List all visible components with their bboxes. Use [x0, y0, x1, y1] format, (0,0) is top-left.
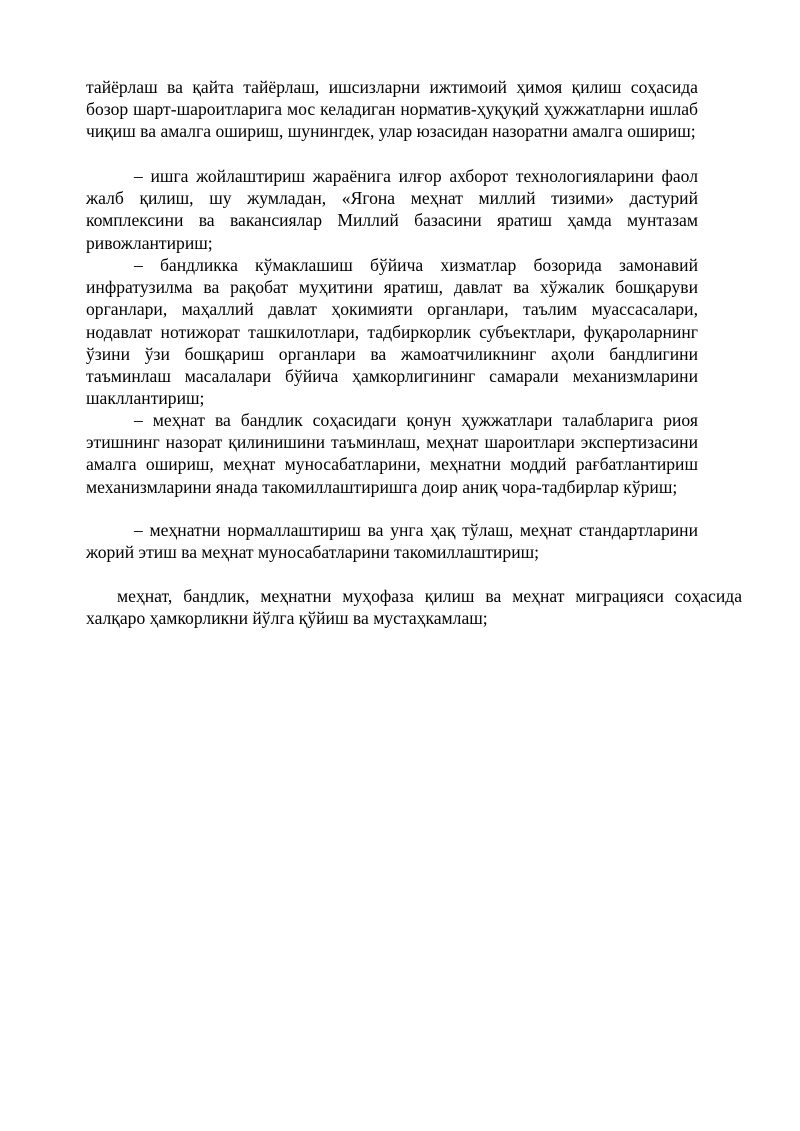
paragraph-1: тайёрлаш ва қайта тайёрлаш, ишсизларни ижтимоий ҳимоя қилиш соҳасида бозор шарт-шароитларига мос келадиган норматив-ҳуқуқий ҳужжатларни ишлаб чиқиш ва амалга ошириш, шунингдек, улар юзасидан назоратни амалга ошириш; — [86, 77, 698, 142]
paragraph-2: – ишга жойлаштириш жараёнига илғор ахборот технологияларини фаол жалб қилиш, шу жумладан, «Ягона меҳнат миллий тизими» дастурий комплексини ва вакансиялар Миллий базасини яратиш ҳамда мунтазам ривожлантириш; — [86, 166, 698, 253]
paragraph-3: – бандликка кўмаклашиш бўйича хизматлар бозорида замонавий инфратузилма ва рақобат муҳитини яратиш, давлат ва хўжалик бошқаруви органлари, маҳаллий давлат ҳокимияти органлари, таълим муассасалари, нодавлат нотижорат ташкилотлари, тадбиркорлик субъектлари, фуқароларнинг ўзини ўзи бошқариш органлари ва жамоатчиликнинг аҳоли бандлигини таъминлаш масалалари бўйича ҳамкорлигининг самарали механизмларини шакллантириш; — [86, 255, 698, 409]
paragraph-6: меҳнат, бандлик, меҳнатни муҳофаза қилиш ва меҳнат миграцияси соҳасида халқаро ҳамкорликни йўлга қўйиш ва мустаҳкамлаш; — [86, 586, 742, 629]
paragraph-4: – меҳнат ва бандлик соҳасидаги қонун ҳужжатлари талабларига риоя этишнинг назорат қилинишини таъминлаш, меҳнат шароитлари экспертизасини амалга ошириш, меҳнат муносабатларини, меҳнатни моддий рағбатлантириш механизмларини янада такомиллаштиришга доир аниқ чора-тадбирлар кўриш; — [86, 410, 698, 497]
paragraph-5: – меҳнатни нормаллаштириш ва унга ҳақ тўлаш, меҳнат стандартларини жорий этиш ва меҳнат муносабатларини такомиллаштириш; — [86, 520, 698, 563]
